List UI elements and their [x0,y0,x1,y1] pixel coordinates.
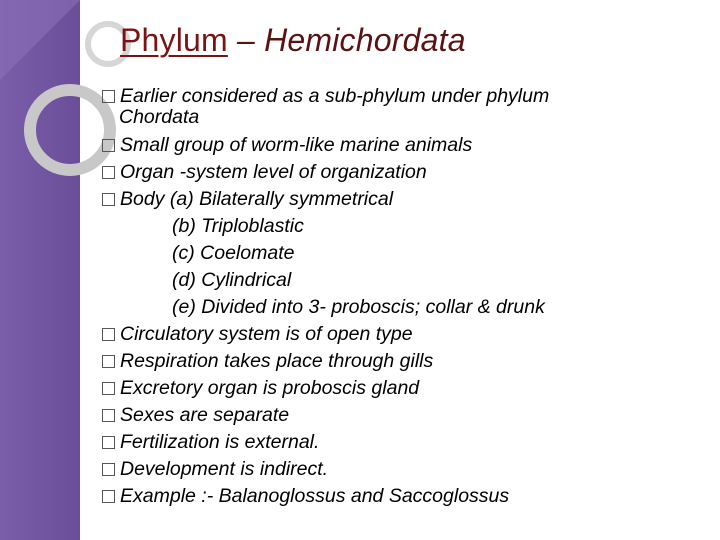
sub-list-item-text: (c) Coelomate [172,242,295,264]
list-item-text: Organ -system level of organization [120,161,427,183]
bullet-box-icon [102,490,115,503]
sub-list-item-text: (e) Divided into 3- proboscis; collar & drunk [172,296,545,318]
bullet-box-icon [102,193,115,206]
list-item-text: Sexes are separate [120,404,290,426]
list-item [102,375,702,402]
bullet-box-icon [102,382,115,395]
list-item [102,132,702,159]
sub-list-item-text: (b) Triploblastic [172,215,304,237]
list-item-text: Circulatory system is of open type [120,323,413,345]
slide-title [120,22,466,59]
sub-list-item [102,294,702,321]
sub-list-item [102,213,702,240]
list-item-text: Development is indirect. [120,458,329,480]
title-phylum: Phylum [120,22,228,58]
list-item-text: Body (a) Bilaterally symmetrical [120,188,394,210]
list-item-text: Small group of worm-like marine animals [120,134,473,156]
bullet-box-icon [102,90,115,103]
bullet-box-icon [102,166,115,179]
sub-list-item [102,267,702,294]
sub-list-item [102,240,702,267]
bullet-box-icon [102,409,115,422]
sub-list-item-text: (d) Cylindrical [172,269,292,291]
list-item [102,159,702,186]
list-item [102,456,702,483]
list-item [102,348,702,375]
ring-large [30,90,110,170]
list-item [102,429,702,456]
list-item [102,321,702,348]
bullet-box-icon [102,463,115,476]
list-item-text: Respiration takes place through gills [120,350,434,372]
list-item [102,402,702,429]
list-item [102,186,702,213]
list-item [102,483,702,510]
list-item-text: Earlier considered as a sub-phylum under phylum [120,85,550,107]
list-item [102,86,702,132]
bullet-box-icon [102,355,115,368]
list-item-text: Excretory organ is proboscis gland [120,377,420,399]
bullet-box-icon [102,328,115,341]
list-item-text: Fertilization is external. [120,431,320,453]
list-item-text: Example :- Balanoglossus and Saccoglossus [120,485,510,507]
corner-triangle [0,0,80,80]
bullet-box-icon [102,139,115,152]
bullet-box-icon [102,436,115,449]
bullet-list [102,86,702,510]
list-item-text-continued: Chordata [119,106,200,128]
title-hemichordata: – Hemichordata [227,22,466,58]
